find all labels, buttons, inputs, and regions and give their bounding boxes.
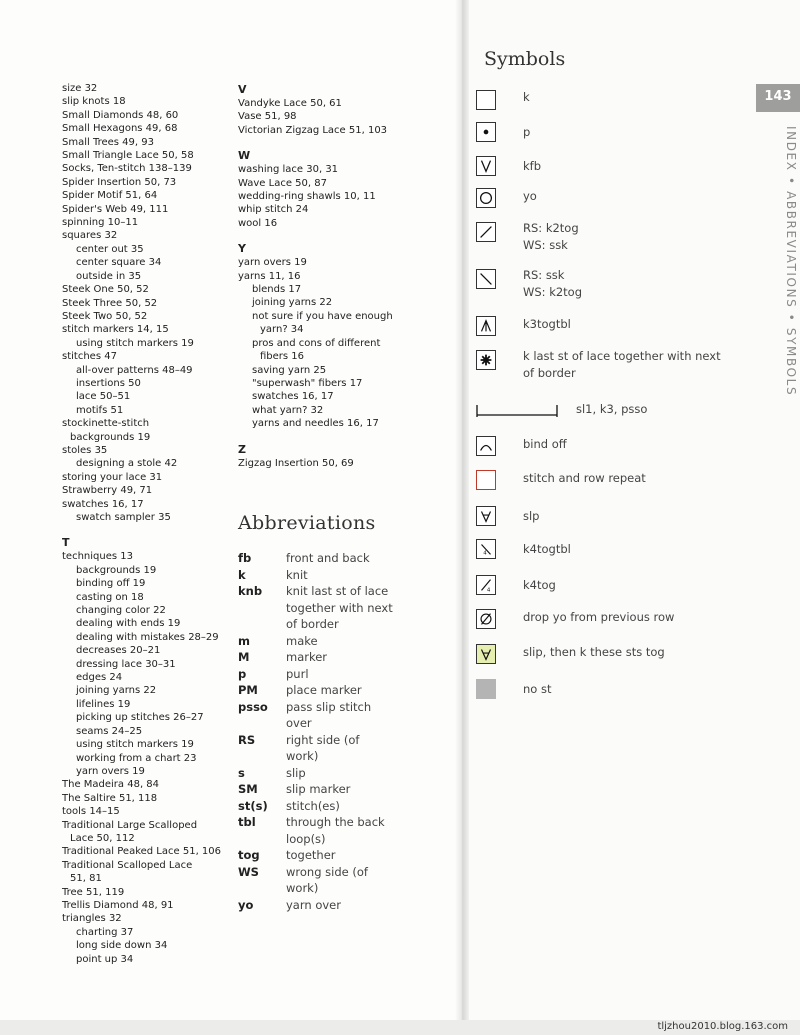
index-entry: yarn overs 19 — [76, 765, 145, 777]
k4togtbl-icon — [476, 539, 496, 559]
symbol-label-line: k3togtbl — [523, 317, 571, 331]
symbols-title: Symbols — [484, 48, 566, 70]
index-letter-heading: Z — [238, 442, 246, 456]
abbreviation-key: knb — [238, 584, 263, 598]
symbol-label-line: WS: ssk — [523, 238, 568, 252]
index-entry: not sure if you have enough — [252, 310, 393, 322]
index-entry: swatches 16, 17 — [252, 391, 334, 403]
symbol-label: sl1, k3, psso — [576, 402, 648, 416]
index-entry: techniques 13 — [62, 551, 133, 563]
symbol-row — [476, 539, 571, 559]
index-entry: whip stitch 24 — [238, 204, 309, 216]
index-letter-heading: W — [238, 149, 251, 163]
abbreviation-definition-line: stitch(es) — [286, 798, 340, 813]
abbreviation-key: WS — [238, 864, 259, 879]
index-entry: yarn overs 19 — [238, 257, 307, 269]
abbreviation-definition — [286, 814, 453, 847]
index-entry: Vandyke Lace 50, 61 — [238, 98, 342, 109]
abbreviation-definition-line: work) — [286, 881, 319, 895]
symbol-label — [523, 644, 665, 661]
index-entry: using stitch markers 19 — [76, 337, 194, 349]
index-entry: spinning 10–11 — [62, 217, 139, 229]
index-entry: yarns and needles 16, 17 — [252, 418, 379, 430]
kfb-v-icon — [476, 156, 496, 176]
symbol-label-line: k4tog — [523, 578, 556, 592]
abbreviation-definition-line: wrong side (of — [286, 864, 368, 879]
index-entry: yarn? 34 — [260, 324, 304, 336]
index-entry: Traditional Scalloped Lace — [62, 859, 193, 871]
index-entry: using stitch markers 19 — [76, 739, 194, 751]
abbreviation-key: p — [238, 666, 247, 681]
symbol-label-line: p — [523, 125, 531, 139]
index-entry: Spider's Web 49, 111 — [62, 203, 169, 215]
abbreviation-row — [238, 781, 453, 798]
index-entry: storing your lace 31 — [62, 471, 163, 483]
symbol-row — [476, 506, 540, 526]
abbreviation-definition-line: of border — [286, 617, 339, 631]
symbol-label — [523, 158, 541, 175]
book-gutter — [455, 0, 469, 1020]
index-entry: outside in 35 — [76, 270, 142, 282]
abbreviation-definition-line: front and back — [286, 551, 370, 565]
index-entry: The Saltire 51, 118 — [62, 792, 158, 804]
index-entry: backgrounds 19 — [70, 431, 151, 443]
abbreviation-definition — [286, 699, 453, 732]
symbol-label-line: WS: k2tog — [523, 285, 583, 299]
abbreviation-definition-line: knit — [286, 567, 308, 582]
abbreviation-row — [238, 699, 453, 732]
abbreviation-row — [238, 682, 453, 699]
symbol-label-line: k4togtbl — [523, 542, 571, 556]
svg-text:4: 4 — [483, 550, 487, 557]
symbol-label — [523, 220, 579, 254]
index-entry: swatches 16, 17 — [62, 498, 144, 510]
abbreviation-definition — [286, 864, 453, 897]
index-entry: Steek One 50, 52 — [62, 284, 149, 296]
symbol-row — [476, 349, 721, 380]
abbreviation-definition-line: together with next — [286, 600, 393, 615]
abbreviation-row — [238, 847, 453, 864]
abbreviation-key: st(s) — [238, 798, 268, 813]
index-entry: Small Trees 49, 93 — [62, 136, 154, 148]
purl-dot-icon — [476, 122, 496, 142]
svg-text:4: 4 — [486, 587, 491, 594]
symbol-label — [523, 470, 646, 487]
index-entry: "superwash" fibers 17 — [252, 377, 363, 389]
abbreviation-definition-line: right side (of — [286, 732, 360, 747]
index-entry: lifelines 19 — [76, 698, 131, 710]
symbol-label-line: RS: k2tog — [523, 221, 579, 235]
abbreviation-definition-line: purl — [286, 666, 309, 681]
index-entry: 51, 81 — [70, 873, 102, 885]
drop-yo-icon — [476, 609, 496, 629]
abbreviation-key: s — [238, 765, 245, 780]
index-entry: Small Triangle Lace 50, 58 — [62, 150, 194, 162]
index-entry: blends 17 — [252, 284, 302, 296]
sl1-k3-psso-bar-icon — [476, 401, 558, 421]
abbreviation-key: M — [238, 650, 250, 664]
index-entry: pros and cons of different — [252, 337, 381, 349]
index-entry: Socks, Ten-stitch 138–139 — [62, 163, 192, 175]
abbreviation-definition-line: slip marker — [286, 782, 351, 796]
abbreviation-key: RS — [238, 732, 256, 747]
abbreviation-definition — [286, 633, 453, 650]
index-entry: all-over patterns 48–49 — [76, 364, 193, 376]
index-entry: joining yarns 22 — [76, 685, 157, 697]
abbreviation-definition-line: together — [286, 848, 336, 862]
symbol-label — [523, 577, 556, 594]
symbol-label — [523, 436, 567, 453]
abbreviation-key: SM — [238, 782, 258, 796]
index-entry: Zigzag Insertion 50, 69 — [238, 457, 354, 469]
repeat-red-box-icon — [476, 470, 496, 490]
symbol-label-line: slip, then k these sts tog — [523, 645, 665, 659]
abbreviation-key: fb — [238, 551, 252, 565]
abbreviation-definition — [286, 765, 453, 782]
symbol-row — [476, 436, 567, 456]
index-entry: Steek Three 50, 52 — [62, 297, 158, 309]
index-entry: lace 50–51 — [76, 391, 131, 403]
index-entry: stitch markers 14, 15 — [62, 324, 169, 336]
index-letter-heading: V — [238, 83, 247, 96]
index-entry: dealing with mistakes 28–29 — [76, 631, 219, 643]
yarn-over-circle-icon — [476, 188, 496, 208]
index-entry: picking up stitches 26–27 — [76, 712, 204, 724]
symbol-label — [523, 609, 674, 626]
abbreviation-key: tog — [238, 848, 260, 862]
abbreviation-definition-line: over — [286, 716, 312, 730]
abbreviations-title: Abbreviations — [238, 512, 376, 534]
abbreviation-definition — [286, 781, 453, 798]
index-entry: decreases 20–21 — [76, 645, 161, 657]
slash-left-icon — [476, 269, 496, 289]
symbol-row — [476, 470, 646, 490]
page-number: 143 — [764, 89, 792, 104]
abbreviation-key: psso — [238, 699, 268, 714]
index-entry: Trellis Diamond 48, 91 — [62, 899, 174, 911]
abbreviation-definition-line: marker — [286, 650, 328, 664]
symbol-label-line: yo — [523, 189, 537, 203]
abbreviation-row — [238, 897, 453, 914]
symbol-label — [523, 348, 721, 382]
index-entry: stockinette-stitch — [62, 418, 150, 430]
abbreviation-definition-line: loop(s) — [286, 831, 326, 846]
abbreviation-definition-line: knit last st of lace — [286, 584, 389, 598]
index-column-2 — [238, 82, 448, 470]
index-column-1 — [62, 82, 232, 966]
index-entry: triangles 32 — [62, 913, 122, 925]
abbreviation-row — [238, 732, 453, 765]
index-entry: Vase 51, 98 — [238, 111, 297, 123]
index-entry: backgrounds 19 — [76, 564, 157, 576]
symbol-row — [476, 316, 571, 336]
k3togtbl-icon — [476, 316, 496, 336]
symbol-label-line: RS: ssk — [523, 268, 565, 282]
index-entry: motifs 51 — [76, 404, 124, 416]
index-entry: Wave Lace 50, 87 — [238, 177, 327, 189]
index-entry: Strawberry 49, 71 — [62, 485, 153, 497]
abbreviation-row — [238, 765, 453, 782]
index-entry: Spider Insertion 50, 73 — [62, 176, 177, 188]
index-entry: insertions 50 — [76, 377, 141, 389]
symbol-row — [476, 268, 583, 299]
abbreviation-definition — [286, 798, 453, 815]
index-entry: center out 35 — [76, 243, 144, 255]
index-entry: tools 14–15 — [62, 806, 120, 818]
abbreviation-key: tbl — [238, 815, 256, 829]
abbreviation-row — [238, 583, 453, 633]
index-entry: casting on 18 — [76, 591, 144, 603]
symbol-label-line: slp — [523, 509, 540, 523]
symbol-row — [476, 575, 556, 595]
index-entry: swatch sampler 35 — [76, 512, 171, 523]
abbreviation-definition — [286, 682, 453, 699]
abbreviation-definition-line: make — [286, 633, 318, 648]
abbreviation-definition — [286, 847, 453, 864]
abbreviation-definition-line: work) — [286, 749, 319, 763]
k4tog-icon — [476, 575, 496, 595]
index-entry: point up 34 — [76, 953, 134, 965]
index-entry: Victorian Zigzag Lace 51, 103 — [238, 124, 388, 136]
index-entry: size 32 — [62, 83, 98, 94]
symbol-row — [476, 221, 579, 252]
abbreviation-row — [238, 550, 453, 567]
index-entry: wool 16 — [238, 217, 278, 229]
index-letter-heading: Y — [238, 242, 246, 256]
index-entry: stoles 35 — [62, 444, 108, 456]
symbol-row — [476, 188, 537, 208]
index-entry: wedding-ring shawls 10, 11 — [238, 191, 376, 203]
abbreviation-key: m — [238, 633, 250, 648]
index-entry: slip knots 18 — [62, 96, 126, 108]
page-number-tab — [756, 84, 800, 112]
index-entry: designing a stole 42 — [76, 458, 178, 470]
abbreviation-definition-line: place marker — [286, 683, 362, 697]
abbreviations-list — [238, 550, 453, 913]
symbol-label — [523, 541, 571, 558]
abbreviation-definition — [286, 567, 453, 584]
abbreviation-definition — [286, 897, 453, 914]
symbol-label — [523, 316, 571, 333]
symbol-row — [476, 609, 675, 629]
symbol-label-line: k last st of lace together with next — [523, 349, 721, 363]
side-section-heading: INDEX • ABBREVIATIONS • SYMBOLS — [784, 126, 798, 397]
abbreviation-row — [238, 666, 453, 683]
abbreviation-definition-line: yarn over — [286, 897, 341, 912]
index-entry: saving yarn 25 — [252, 364, 327, 376]
slip-v-bar-icon — [476, 506, 496, 526]
index-letter-heading: T — [62, 536, 70, 550]
abbreviation-definition — [286, 583, 453, 633]
index-entry: Traditional Peaked Lace 51, 106 — [62, 846, 222, 858]
index-entry: Lace 50, 112 — [70, 832, 135, 844]
abbreviation-key: PM — [238, 683, 258, 697]
index-entry: Steek Two 50, 52 — [62, 310, 148, 322]
index-entry: joining yarns 22 — [252, 297, 333, 309]
index-entry: fibers 16 — [260, 351, 305, 363]
index-entry: squares 32 — [62, 230, 118, 242]
symbol-label-line: kfb — [523, 159, 542, 173]
symbol-label — [523, 124, 530, 141]
index-entry: Traditional Large Scalloped — [62, 819, 198, 831]
index-entry: Small Diamonds 48, 60 — [62, 109, 179, 121]
index-entry: Tree 51, 119 — [62, 886, 125, 898]
slash-right-icon — [476, 222, 496, 242]
index-entry: long side down 34 — [76, 940, 168, 952]
abbreviation-row — [238, 864, 453, 897]
abbreviation-definition — [286, 649, 453, 666]
index-entry: changing color 22 — [76, 605, 166, 617]
symbol-row — [476, 679, 552, 699]
index-entry: edges 24 — [76, 672, 123, 684]
index-entry: Small Hexagons 49, 68 — [62, 123, 178, 135]
symbol-row — [476, 401, 648, 421]
symbol-label — [523, 89, 530, 106]
index-entry: what yarn? 32 — [252, 404, 324, 416]
index-entry: washing lace 30, 31 — [238, 164, 339, 176]
symbol-row — [476, 156, 542, 176]
index-entry: dealing with ends 19 — [76, 618, 181, 630]
star-icon — [476, 350, 496, 370]
right-page — [469, 0, 800, 1020]
symbol-label-line: bind off — [523, 437, 567, 451]
abbreviation-row — [238, 633, 453, 650]
bind-off-arc-icon — [476, 436, 496, 456]
no-stitch-gray-icon — [476, 679, 496, 699]
index-entry: charting 37 — [76, 926, 134, 938]
abbreviation-definition — [286, 732, 453, 765]
symbol-label-line: no st — [523, 682, 552, 696]
symbol-label-line: of border — [523, 366, 576, 380]
abbreviation-key: yo — [238, 897, 254, 912]
abbreviation-definition — [286, 666, 453, 683]
abbreviation-row — [238, 798, 453, 815]
abbreviation-definition-line: through the back — [286, 815, 385, 829]
symbol-label — [523, 681, 551, 698]
source-credit: tljzhou2010.blog.163.com — [657, 1021, 788, 1032]
symbol-label-line: stitch and row repeat — [523, 471, 646, 485]
symbol-label — [523, 267, 582, 301]
abbreviation-definition-line: slip — [286, 765, 306, 780]
index-entry: Spider Motif 51, 64 — [62, 190, 158, 202]
abbreviation-definition — [286, 550, 453, 567]
abbreviation-row — [238, 649, 453, 666]
index-entry: seams 24–25 — [76, 725, 143, 737]
symbol-label-line: drop yo from previous row — [523, 610, 675, 624]
abbreviation-definition-line: pass slip stitch — [286, 699, 372, 714]
index-entry: dressing lace 30–31 — [76, 658, 176, 670]
slip-k-together-green-icon — [476, 644, 496, 664]
abbreviation-key: k — [238, 567, 246, 582]
index-entry: binding off 19 — [76, 578, 146, 590]
symbol-row — [476, 122, 531, 142]
symbol-label — [523, 508, 540, 525]
symbol-label — [523, 188, 537, 205]
index-entry: stitches 47 — [62, 351, 117, 363]
index-entry: yarns 11, 16 — [238, 270, 301, 282]
index-entry: The Madeira 48, 84 — [62, 779, 160, 791]
index-entry: center square 34 — [76, 257, 162, 269]
knit-blank-icon — [476, 90, 496, 110]
abbreviation-row — [238, 814, 453, 847]
symbol-label-line: k — [523, 90, 530, 104]
index-entry: working from a chart 23 — [76, 752, 197, 764]
symbol-row — [476, 90, 530, 110]
symbol-row — [476, 644, 665, 664]
abbreviation-row — [238, 567, 453, 584]
